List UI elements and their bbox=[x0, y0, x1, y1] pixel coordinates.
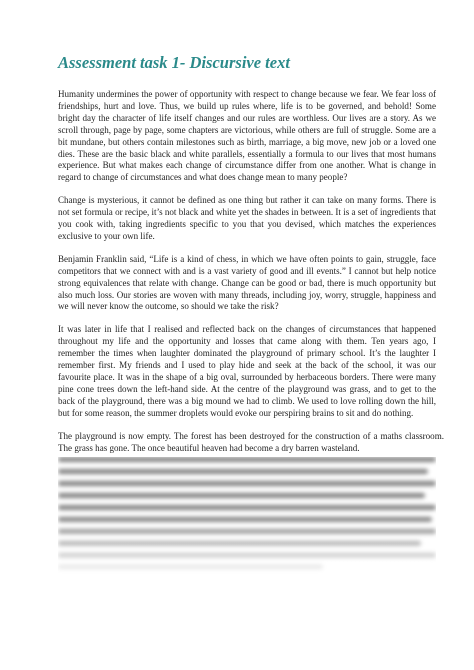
blur-fade-overlay bbox=[58, 517, 436, 577]
paragraph-5: The playground is now empty. The forest has been destroyed for the construction of a maths classroom. The grass has gone. The once beautiful heaven had become a dry barren wasteland. bbox=[58, 430, 444, 453]
blurred-preview-text bbox=[58, 457, 436, 577]
paragraph-1: Humanity undermines the power of opportunity with respect to change because we fear. We fear loss of friendships, hurt and love. Thus, we build up rules where, life is to be governed, and behold! Some bright day the character of life itself changes and our rules are worthless. Our lives are a story. As we scroll through, page by page, some chapters are victorious, while others are full of struggle. Some are a bit mundane, but others contain milestones such as birth, marriage, a big move, new job or a loved one dies. These are the basic black and white parallels, essentially a formula to our lives that most humans experience. But what makes each change of circumstance differ from one another. What is change in regard to change of circumstances and what does change mean to many people? bbox=[58, 88, 436, 183]
paragraph-3: Benjamin Franklin said, “Life is a kind of chess, in which we have often points to gain, struggle, face competitors that we connect with and is a vast variety of good and ill events.” I cannot but help notice strong equivalences that relate with change. Change can be good or bad, there is much opportunity but also much loss. Our stories are woven with many threads, including joy, worry, struggle, happiness and we will never know the outcome, so should we take the risk? bbox=[58, 253, 436, 312]
paragraph-4: It was later in life that I realised and reflected back on the changes of circumstances that happened throughout my life and the opportunity and losses that came along with them. Ten years ago, I remember the times when laughter dominated the playground of primary school. It’s the laughter I remember first. My friends and I used to play hide and seek at the back of the school, it was our favourite place. It was in the shape of a big oval, surrounded by herbaceous borders. There were many pine cone trees down the left-hand side. At the centre of the playground was grass, and to get to the back of the playground, there was a big mound we had to climb. We used to love rolling down the hill, but for some reason, the summer droplets would evoke our perspiring brains to sit and do nothing. bbox=[58, 324, 436, 418]
blurred-line bbox=[58, 457, 436, 462]
document-title: Assessment task 1- Discursive text bbox=[58, 53, 290, 72]
blurred-line bbox=[58, 481, 436, 486]
blurred-line bbox=[58, 505, 436, 510]
paragraph-2: Change is mysterious, it cannot be defined as one thing but rather it can take on many forms. There is not set formula or recipe, it’s not black and white yet the shades in between. It is a set of ingredients that you cook with, taking ingredients specific to you that you devised, which matches the experiences exclusive to your own life. bbox=[58, 195, 436, 241]
blurred-line bbox=[58, 469, 428, 474]
blurred-line bbox=[58, 493, 425, 498]
